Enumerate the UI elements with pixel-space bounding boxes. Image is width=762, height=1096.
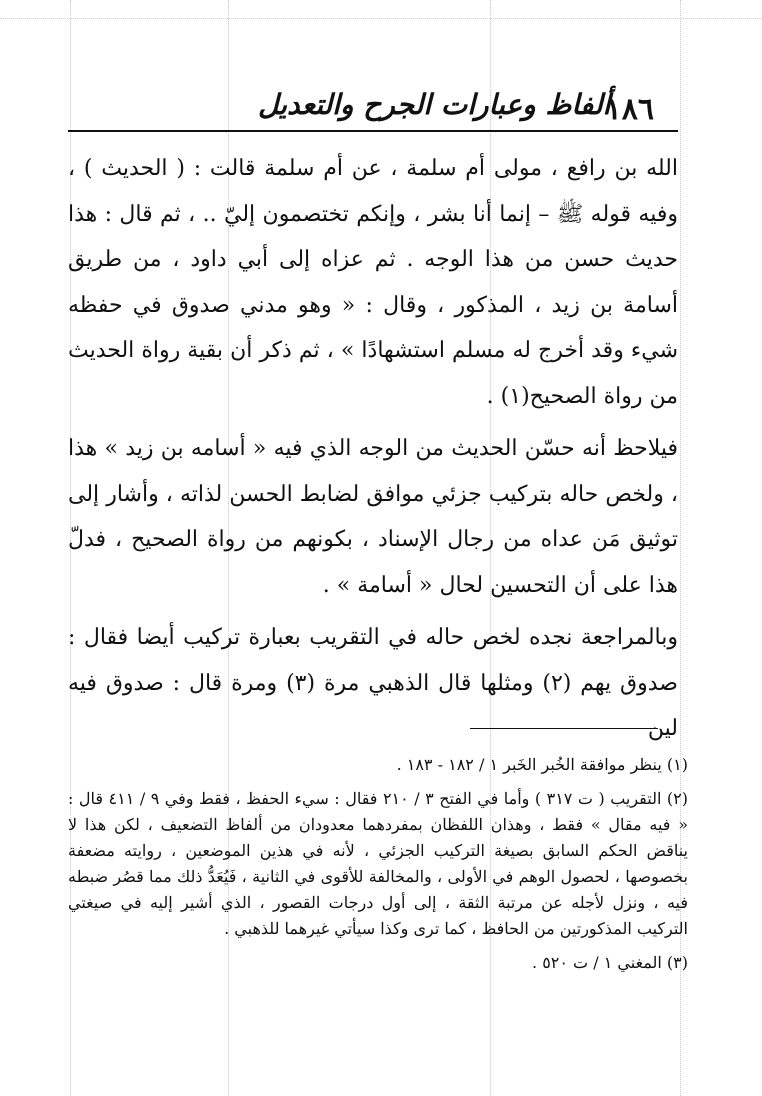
main-text	[68, 146, 678, 752]
footnote-1: (١) ينظر موافقة الخُبر الخَبر ١ / ١٨٢ - ١٨٣ .	[396, 755, 688, 774]
page-header	[68, 86, 678, 130]
footnote-separator	[470, 728, 658, 729]
footnotes	[68, 752, 688, 976]
footnote-3: (٣) المغني ١ / ت ٥٢٠ .	[532, 953, 688, 972]
paragraph: وبالمراجعة نجده لخص حاله في التقريب بعبارة تركيب أيضا فقال : صدوق يهم (٢) ومثلها قال الذهبي مرة (٣) ومرة قال : صدوق فيه لين	[68, 625, 678, 741]
footnote-2: (٢) التقريب ( ت ٣١٧ ) وأما في الفتح ٣ / ٢١٠ فقال : سيء الحفظ ، فقط وفي ٩ / ٤١١ قال : « فيه مقال » فقط ، وهذان اللفظان بمفردهما معدودان من ألفاظ التضعيف ، لكن هذا لا يناقض الحكم السابق بصيغة التركيب الجزئي ، لأنه في هذين الموضعين ، روايته مضعفة بخصوصها ، لحصول الوهم في الأولى ، والمخالفة للأقوى في الثانية ، فَيُعَدُّ ذلك مما قصُر ضبطه فيه ، ونزل لأجله عن مرتبة الثقة ، إلى أول درجات القصور ، الذي أشير إليه في صيغتي التركيب المذكورتين من الحافظ ، كما ترى وكذا سيأتي غيرهما للذهبي .	[68, 789, 689, 938]
scan-artifact	[0, 18, 762, 19]
header-rule	[68, 130, 678, 132]
running-title: ألفاظ وعبارات الجرح والتعديل	[258, 88, 611, 121]
paragraph: الله بن رافع ، مولى أم سلمة ، عن أم سلمة قالت : ( الحديث ) ، وفيه قوله ﷺ – إنما أنا بشر ، وإنكم تختصمون إليّ .. ، ثم قال : هذا حديث حسن من هذا الوجه . ثم عزاه إلى أبي داود ، من طريق أسامة بن زيد ، المذكور ، وقال : « وهو مدني صدوق في حفظه شيء وقد أخرج له مسلم استشهادًا » ، ثم ذكر أن بقية رواة الحديث من رواة الصحيح(١) .	[68, 156, 678, 409]
page-number: ١٨٦	[605, 92, 654, 127]
paragraph: فيلاحظ أنه حسّن الحديث من الوجه الذي فيه « أسامه بن زيد » هذا ، ولخص حاله بتركيب جزئي موافق لضابط الحسن لذاته ، وأشار إلى توثيق مَن عداه من رجال الإسناد ، بكونهم من رواة الصحيح ، فدلّ هذا على أن التحسين لحال « أسامة » .	[68, 436, 678, 598]
